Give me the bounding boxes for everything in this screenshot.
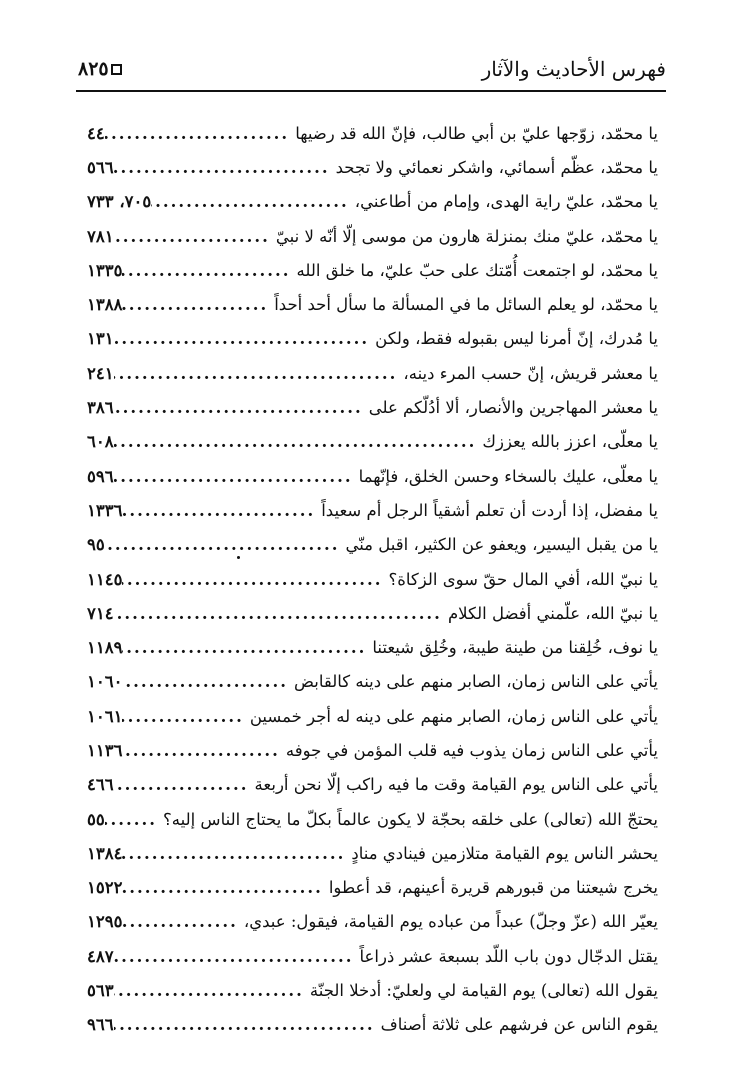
entry-text: يا نبيّ الله، أفي المال حقّ سوى الزكاة؟ — [388, 569, 658, 589]
entry-page-number: ١١٣٦ — [87, 740, 123, 760]
print-speck — [237, 556, 240, 559]
entry-text: يا من يقبل اليسير، ويعفو عن الكثير، اقبل منّي — [345, 535, 658, 555]
leader-dots — [114, 467, 359, 486]
entry-page-number: ٥٥ — [87, 809, 105, 829]
index-entry — [87, 493, 658, 527]
index-entry — [87, 733, 658, 767]
page-number-block — [78, 58, 122, 80]
leader-dots — [114, 604, 448, 623]
entry-page-number: ١٣٣٥ — [87, 260, 123, 280]
entry-page-number: ١٣١ — [87, 329, 114, 349]
index-entry — [87, 150, 658, 184]
entry-text: يا محمّد، زوّجها عليّ بن أبي طالب، فإنّ الله قد رضيها — [295, 123, 658, 143]
entry-text: يا معشر المهاجرين والأنصار، ألا أدُلّكم على — [368, 398, 658, 418]
index-entry — [87, 665, 658, 699]
leader-dots — [122, 707, 249, 726]
entry-text: يا معلّى، اعزز بالله يعززك — [482, 432, 658, 452]
entry-text: يأتي على الناس زمان، الصابر منهم على دينه له أجر خمسين — [249, 706, 658, 726]
leader-dots — [105, 810, 163, 829]
leader-dots — [105, 535, 346, 554]
index-entry — [87, 905, 658, 939]
entry-text: يا نوف، خُلِقنا من طينة طيبة، وخُلِق شيعتنا — [372, 638, 658, 658]
entry-text: يأتي على الناس زمان يذوب فيه قلب المؤمن في جوفه — [285, 740, 658, 760]
index-entry — [87, 528, 658, 562]
index-entry — [87, 939, 658, 973]
entry-page-number: ١٣٣٦ — [87, 500, 123, 520]
entry-page-number: ٣٨٦ — [87, 398, 114, 418]
leader-dots — [114, 158, 336, 177]
leader-dots — [151, 192, 355, 211]
index-entry — [87, 116, 658, 150]
entry-text: يقول الله (تعالى) يوم القيامة لي ولعليّ: أدخلا الجنّة — [309, 981, 658, 1001]
entry-page-number: ٢٤١ — [87, 363, 114, 383]
index-entry — [87, 390, 658, 424]
index-entry — [87, 459, 658, 493]
leader-dots — [122, 844, 351, 863]
entry-text: يحتجّ الله (تعالى) على خلقه بحجّة لا يكون عالماً بكلّ ما يحتاج الناس إليه؟ — [162, 809, 658, 829]
leader-dots — [114, 329, 376, 348]
index-list — [87, 116, 658, 1042]
entry-page-number: ٤٨٧ — [87, 946, 114, 966]
entry-page-number: ٩٥ — [87, 535, 105, 555]
leader-dots — [114, 364, 404, 383]
index-entry — [87, 836, 658, 870]
entry-text: يا مفضل، إذا أردت أن تعلم أشقياً الرجل أم سعيداً — [321, 500, 658, 520]
entry-text: يعيّر الله (عزّ وجلّ) عبداً من عباده يوم القيامة، فيقول: عبدي، — [243, 912, 658, 932]
leader-dots — [114, 947, 360, 966]
entry-page-number: ١٢٩٥ — [87, 912, 123, 932]
square-ornament-icon — [111, 64, 122, 75]
header-rule — [76, 90, 666, 92]
leader-dots — [114, 227, 276, 246]
entry-page-number: ٧٨١ — [87, 226, 114, 246]
index-entry — [87, 699, 658, 733]
index-entry — [87, 425, 658, 459]
index-entry — [87, 1008, 658, 1042]
entry-text: يخرج شيعتنا من قبورهم قريرة أعينهم، قد أعطوا — [328, 878, 658, 898]
entry-text: يا محمّد، عظّم أسمائي، واشكر نعمائي ولا تجحد — [335, 157, 658, 177]
index-entry — [87, 768, 658, 802]
leader-dots — [122, 295, 274, 314]
page-header — [78, 52, 666, 86]
running-title: فهرس الأحاديث والآثار — [481, 57, 666, 81]
entry-text: يا محمّد، عليّ منك بمنزلة هارون من موسى إلّا أنّه لا نبيّ — [275, 226, 658, 246]
leader-dots — [122, 741, 285, 760]
entry-page-number: ١٣٨٤ — [87, 843, 123, 863]
leader-dots — [122, 261, 296, 280]
entry-page-number: ٥٩٦ — [87, 466, 114, 486]
index-entry — [87, 562, 658, 596]
entry-page-number: ٩٦٦ — [87, 1015, 114, 1035]
entry-page-number: ٦٠٨ — [87, 432, 114, 452]
entry-page-number: ٤٦٦ — [87, 775, 114, 795]
leader-dots — [122, 570, 388, 589]
entry-text: يا مُدرك، إنّ أمرنا ليس بقبوله فقط، ولكن — [375, 329, 658, 349]
entry-page-number: ٧٠٥، ٧٣٣ — [87, 192, 152, 212]
entry-text: يا محمّد، لو اجتمعت أُمّتك على حبّ عليّ، ما خلق الله — [296, 260, 658, 280]
entry-page-number: ١١٤٥ — [87, 569, 123, 589]
leader-dots — [122, 501, 321, 520]
leader-dots — [114, 981, 310, 1000]
entry-text: يأتي على الناس يوم القيامة وقت ما فيه راكب إلّا نحن أربعة — [254, 775, 658, 795]
index-entry — [87, 287, 658, 321]
leader-dots — [114, 775, 255, 794]
leader-dots — [122, 912, 243, 931]
index-entry — [87, 596, 658, 630]
entry-page-number: ١١٨٩ — [87, 638, 123, 658]
entry-page-number: ١٥٢٢ — [87, 878, 123, 898]
leader-dots — [114, 1015, 381, 1034]
entry-page-number: ٥٦٦ — [87, 157, 114, 177]
page-number: ٨٢٥ — [78, 58, 109, 80]
index-entry — [87, 871, 658, 905]
entry-text: يقتل الدجّال دون باب اللّد بسبعة عشر ذراعاً — [359, 946, 658, 966]
index-entry — [87, 253, 658, 287]
entry-text: يحشر الناس يوم القيامة متلازمين فينادي منادٍ — [351, 843, 658, 863]
index-entry — [87, 185, 658, 219]
index-entry — [87, 973, 658, 1007]
entry-page-number: ١٠٦٠ — [87, 672, 123, 692]
entry-page-number: ٤٤ — [87, 123, 105, 143]
leader-dots — [105, 124, 295, 143]
entry-text: يقوم الناس عن فرشهم على ثلاثة أصناف — [380, 1015, 658, 1035]
entry-text: يا معلّى، عليك بالسخاء وحسن الخلق، فإنّهما — [358, 466, 658, 486]
leader-dots — [122, 638, 372, 657]
entry-page-number: ٧١٤ — [87, 603, 114, 623]
entry-page-number: ١٣٨٨ — [87, 295, 123, 315]
leader-dots — [114, 398, 369, 417]
index-entry — [87, 802, 658, 836]
index-entry — [87, 219, 658, 253]
entry-text: يأتي على الناس زمان، الصابر منهم على دينه كالقابض — [294, 672, 658, 692]
index-entry — [87, 322, 658, 356]
index-entry — [87, 630, 658, 664]
index-entry — [87, 356, 658, 390]
entry-text: يا محمّد، عليّ راية الهدى، وإمام من أطاعني، — [354, 192, 658, 212]
leader-dots — [114, 432, 483, 451]
entry-page-number: ١٠٦١ — [87, 706, 123, 726]
entry-page-number: ٥٦٣ — [87, 981, 114, 1001]
entry-text: يا محمّد، لو يعلم السائل ما في المسألة ما سأل أحد أحداً — [274, 295, 658, 315]
leader-dots — [122, 672, 294, 691]
leader-dots — [122, 878, 328, 897]
entry-text: يا معشر قريش، إنّ حسب المرء دينه، — [403, 363, 658, 383]
entry-text: يا نبيّ الله، علّمني أفضل الكلام — [447, 603, 658, 623]
